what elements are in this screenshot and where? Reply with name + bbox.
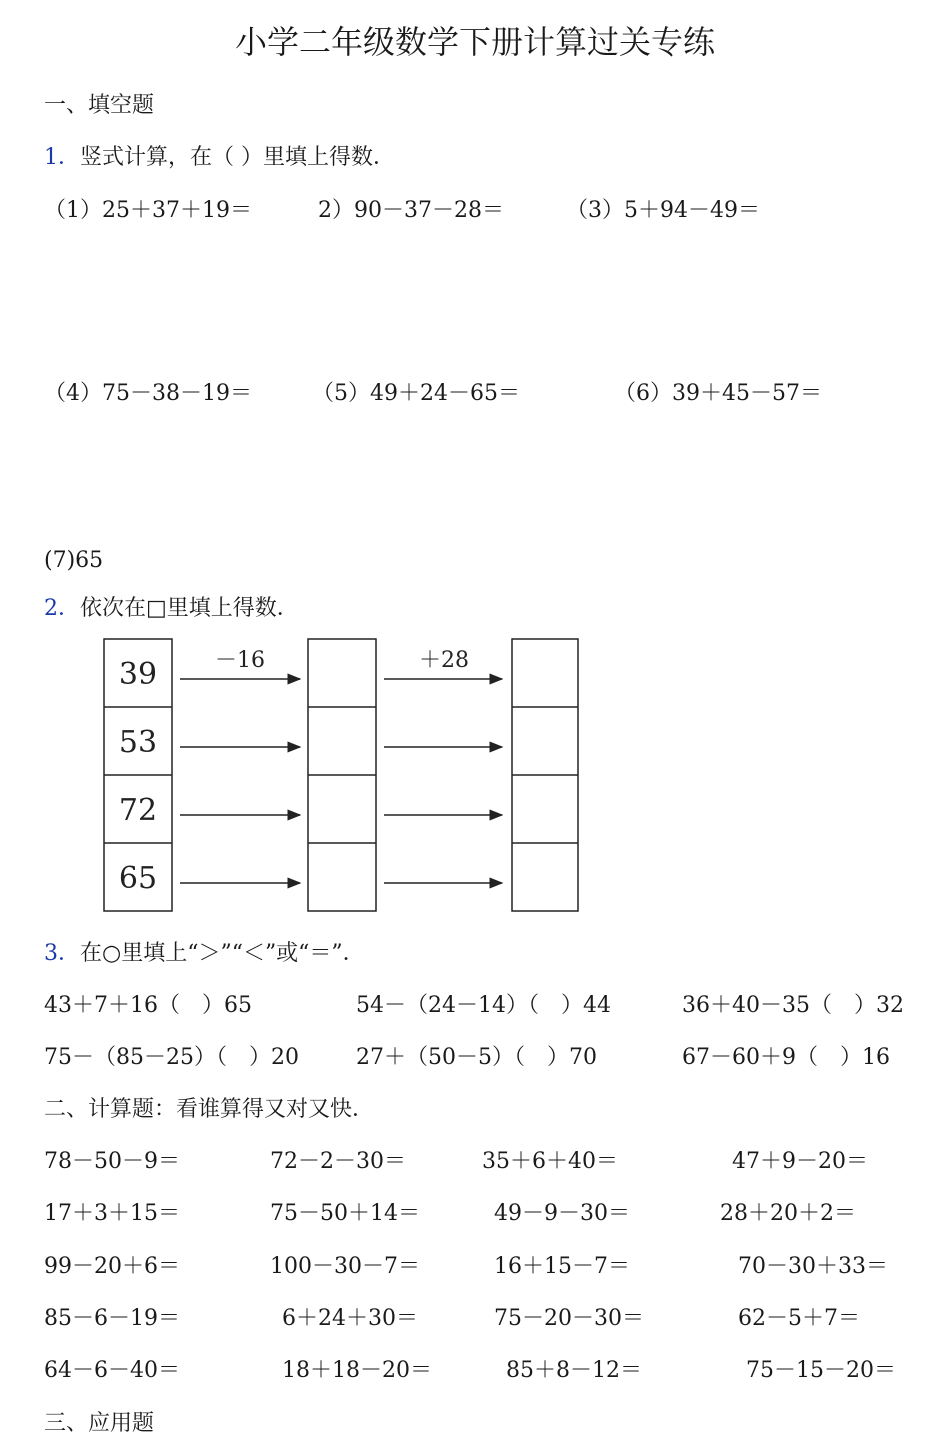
compare-item: 27＋（50－5）（ ）70 (356, 1045, 597, 1070)
section-heading-application: 三、应用题 (44, 1411, 155, 1436)
q1-item-2: 2）90－37－28＝ (318, 198, 504, 223)
compare-item: 43＋7＋16（ ）65 (44, 993, 252, 1018)
compare-item: 67－60＋9（ ）16 (682, 1045, 890, 1070)
calc-item: 100－30－7＝ (270, 1254, 420, 1279)
question-3 (44, 940, 365, 968)
calc-item: 6＋24＋30＝ (282, 1306, 418, 1331)
operation-label: －16 (215, 648, 265, 673)
compare-item: 36＋40－35（ ）32 (682, 993, 904, 1018)
start-number: 72 (118, 793, 158, 828)
q1-item-6: （6）39＋45－57＝ (614, 381, 822, 406)
question-text: 依次在□里填上得数． (80, 596, 299, 621)
calc-item: 85－6－19＝ (44, 1306, 180, 1331)
section-heading-calculation: 二、计算题：看谁算得又对又快． (44, 1097, 375, 1122)
q1-item-3: （3）5＋94－49＝ (566, 198, 760, 223)
question-1 (44, 144, 395, 172)
question-text: 在○里填上“＞”“＜”或“＝”． (80, 941, 365, 966)
calc-item: 35＋6＋40＝ (482, 1149, 618, 1174)
compare-item: 54－（24－14）（ ）44 (356, 993, 611, 1018)
calc-item: 85＋8－12＝ (506, 1358, 642, 1383)
calc-item: 17＋3＋15＝ (44, 1201, 180, 1226)
question-2 (44, 595, 299, 623)
q1-item-4: （4）75－38－19＝ (44, 381, 252, 406)
question-number: 3． (44, 941, 80, 966)
calc-item: 70－30＋33＝ (738, 1254, 888, 1279)
calc-item: 28＋20＋2＝ (720, 1201, 856, 1226)
calc-item: 99－20＋6＝ (44, 1254, 180, 1279)
calc-item: 72－2－30＝ (270, 1149, 406, 1174)
calc-item: 64－6－40＝ (44, 1358, 180, 1383)
start-number: 65 (118, 861, 158, 896)
q1-item-1: （1）25＋37＋19＝ (44, 198, 252, 223)
calc-item: 16＋15－7＝ (494, 1254, 630, 1279)
q1-item-7: (7)65 (44, 548, 104, 573)
q1-item-5: （5）49＋24－65＝ (312, 381, 520, 406)
calc-item: 75－50＋14＝ (270, 1201, 420, 1226)
compare-item: 75－（85－25）（ ）20 (44, 1045, 299, 1070)
calc-item: 62－5＋7＝ (738, 1306, 860, 1331)
start-number: 53 (118, 725, 158, 760)
calc-item: 75－15－20＝ (746, 1358, 896, 1383)
start-number: 39 (118, 657, 158, 692)
question-number: 1． (44, 145, 80, 170)
fill-in-boxes-diagram (96, 633, 596, 918)
calc-item: 78－50－9＝ (44, 1149, 180, 1174)
operation-label: ＋28 (419, 648, 469, 673)
question-text: 竖式计算，在（ ）里填上得数． (80, 145, 395, 170)
page-title: 小学二年级数学下册计算过关专练 (234, 23, 715, 61)
section-heading-fill-in: 一、填空题 (44, 93, 155, 118)
calc-item: 75－20－30＝ (494, 1306, 644, 1331)
calc-item: 49－9－30＝ (494, 1201, 630, 1226)
calc-item: 18＋18－20＝ (282, 1358, 432, 1383)
question-number: 2． (44, 596, 80, 621)
calc-item: 47＋9－20＝ (732, 1149, 868, 1174)
